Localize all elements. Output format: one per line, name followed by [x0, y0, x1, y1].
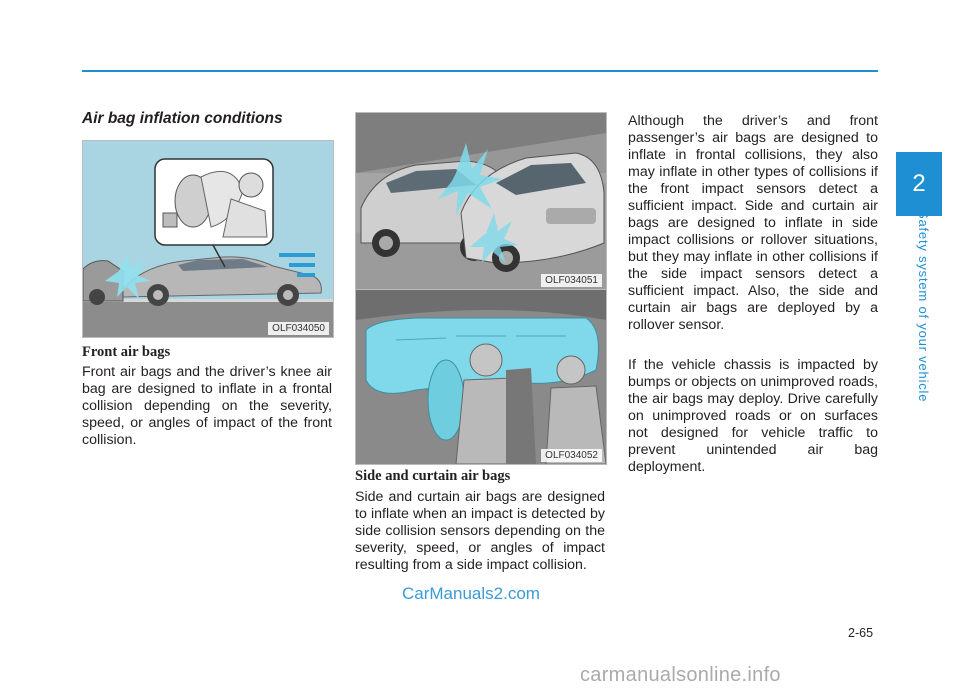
front-collision-illustration — [83, 141, 333, 337]
chapter-number: 2 — [912, 170, 926, 197]
curtain-airbag-figure — [355, 289, 607, 465]
side-curtain-airbags-title: Side and curtain air bags — [355, 468, 511, 484]
chapter-tab — [896, 152, 942, 216]
side-collision-illustration — [356, 113, 606, 289]
side-collision-figure — [355, 112, 607, 290]
figure-code: OLF034051 — [541, 274, 602, 287]
front-airbag-figure — [82, 140, 334, 338]
unimproved-roads-text: If the vehicle chassis is impacted by bumps or objects on unimproved roads, the air bags may deploy. Drive carefully on unimproved roads or on surfaces not designed for vehicle traffic to prevent unintended air bag deployment. — [628, 357, 878, 475]
figure-code: OLF034050 — [268, 322, 329, 335]
page-number: 2-65 — [848, 626, 874, 640]
chapter-title: Safety system of your vehicle — [916, 210, 931, 403]
figure-code: OLF034052 — [541, 449, 602, 462]
header-rule — [82, 70, 878, 72]
section-heading: Air bag inflation conditions — [82, 110, 283, 127]
curtain-airbag-illustration — [356, 290, 606, 464]
inflation-conditions-text: Although the driver’s and front passenger’s air bags are designed to inflate in frontal collisions, they also may inflate in other types of collisions if the front impact sensors detect a sufficient impact. Side and curtain air bags are designed to inflate in side impact collisions or rollover situations, but they may inflate in other collisions if the side impact sensors detect a sufficient impact. Also, the side and curtain air bags are deployed by a rollover sensor. — [628, 113, 878, 333]
side-curtain-airbags-text: Side and curtain air bags are designed to inflate when an impact is detected by side collision sensors depending on the severity, speed, or angles of impact resulting from a side impact collision. — [355, 489, 605, 573]
footer-watermark: carmanualsonline.info — [580, 664, 781, 686]
watermark-link[interactable]: CarManuals2.com — [402, 584, 540, 603]
front-airbags-text: Front air bags and the driver’s knee air bag are designed to inflate in a frontal collision depending on the severity, speed, or angles of impact of the front collision. — [82, 364, 332, 448]
front-airbags-title: Front air bags — [82, 344, 171, 360]
